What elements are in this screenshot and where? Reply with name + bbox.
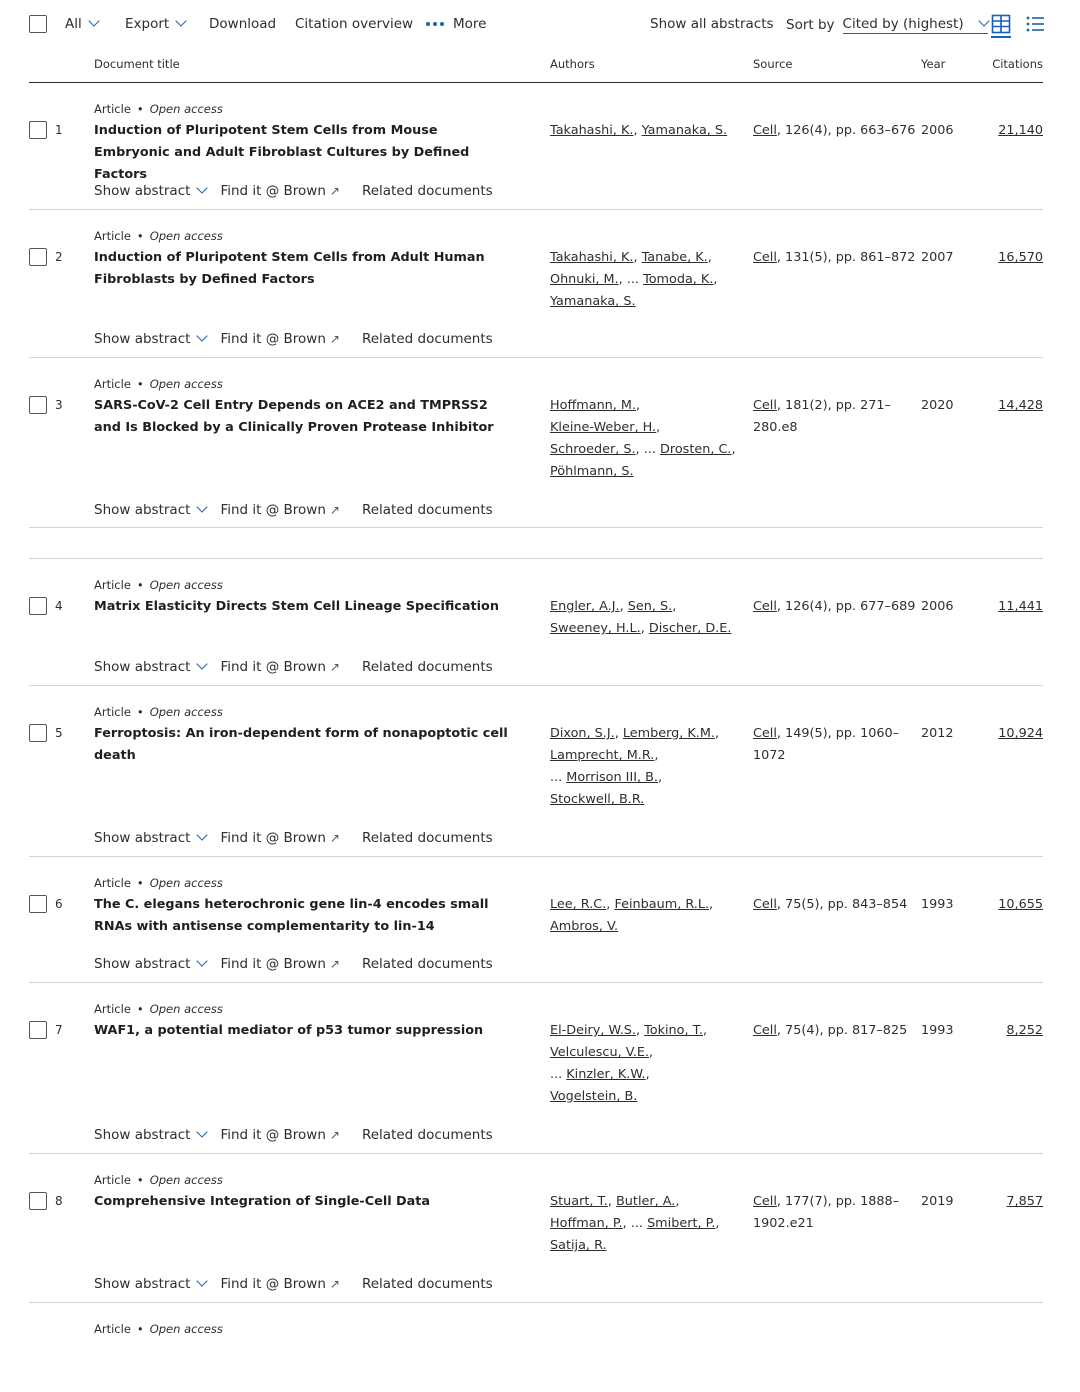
author-line: Velculescu, V.E.,: [550, 1045, 654, 1060]
source-details: , 149(5), pp. 1060–1072: [753, 726, 900, 763]
related-documents-label: Related documents: [361, 183, 493, 199]
source-journal-link[interactable]: Cell: [753, 897, 777, 912]
source-cell: [753, 395, 918, 439]
related-documents-link[interactable]: [362, 331, 493, 347]
meta-bullet: •: [136, 377, 144, 391]
external-link-icon: ↗: [329, 1277, 340, 1291]
document-type: Article: [94, 1173, 131, 1187]
related-documents-label: Related documents: [361, 830, 493, 846]
source-cell: [753, 723, 918, 767]
find-it-link[interactable]: [220, 1127, 340, 1143]
source-details: , 131(5), pp. 861–872: [776, 250, 916, 265]
result-number: 1: [55, 123, 63, 137]
find-it-label: Find it @ Brown: [220, 830, 326, 846]
sort-value: Cited by (highest): [842, 16, 964, 32]
year-cell: 2019: [921, 1194, 954, 1209]
citations-cell: [998, 120, 1043, 142]
chevron-down-icon: [197, 501, 208, 512]
author-link[interactable]: Lamprecht, M.R.: [550, 748, 655, 763]
author-link[interactable]: Sweeney, H.L.: [550, 621, 641, 636]
find-it-link[interactable]: [220, 1276, 340, 1292]
meta-bullet: •: [136, 1322, 144, 1336]
find-it-link[interactable]: [220, 331, 340, 347]
find-it-link[interactable]: [220, 659, 340, 675]
result-number: 6: [55, 897, 63, 911]
author-link[interactable]: Ambros, V.: [550, 919, 619, 934]
source-cell: [753, 247, 918, 269]
document-title-link[interactable]: Induction of Pluripotent Stem Cells from Mouse Embryonic and Adult Fibroblast Cultures by Defined Factors: [94, 123, 470, 182]
find-it-link[interactable]: [220, 502, 340, 518]
sort-by-label: Sort by: [786, 17, 835, 33]
document-title-link[interactable]: The C. elegans heterochronic gene lin-4 encodes small RNAs with antisense complementarity to lin-14: [94, 897, 489, 934]
column-header-authors[interactable]: Authors: [550, 57, 595, 71]
meta-bullet: •: [136, 102, 144, 116]
author-link[interactable]: Yamanaka, S.: [641, 123, 728, 138]
document-type: Article: [94, 876, 131, 890]
show-abstract-label: Show abstract: [94, 1276, 191, 1292]
find-it-label: Find it @ Brown: [220, 659, 326, 675]
author-link[interactable]: Stuart, T.: [550, 1194, 608, 1209]
open-access-badge: Open access: [149, 1322, 223, 1336]
document-type: Article: [94, 578, 131, 592]
author-line: Engler, A.J., Sen, S.,: [550, 599, 677, 614]
document-title-link[interactable]: WAF1, a potential mediator of p53 tumor suppression: [94, 1023, 484, 1038]
show-all-abstracts-button[interactable]: [650, 16, 774, 32]
citation-overview-button[interactable]: [295, 16, 413, 32]
related-documents-link[interactable]: [362, 956, 493, 972]
result-number: 8: [55, 1194, 63, 1208]
related-documents-label: Related documents: [361, 956, 493, 972]
citations-cell: [998, 247, 1043, 269]
author-ellipsis: ...: [550, 770, 567, 785]
author-link[interactable]: Schroeder, S.: [550, 442, 636, 457]
authors-cell: [550, 1020, 745, 1108]
author-line: ... Kinzler, K.W.,: [550, 1067, 650, 1082]
export-button[interactable]: [125, 16, 185, 32]
author-line: Schroeder, S., ... Drosten, C.,: [550, 442, 736, 457]
author-ellipsis: ...: [550, 1067, 567, 1082]
result-row: [29, 358, 1043, 528]
author-line: Dixon, S.J., Lemberg, K.M.,: [550, 726, 720, 741]
source-journal-link[interactable]: Cell: [753, 726, 777, 741]
result-number: 3: [55, 398, 63, 412]
source-journal-link[interactable]: Cell: [753, 123, 777, 138]
meta-bullet: •: [136, 1002, 144, 1016]
list-view-icon[interactable]: [1025, 14, 1045, 34]
source-cell: [753, 1191, 918, 1235]
chevron-down-icon: [197, 1126, 208, 1137]
citations-link[interactable]: 14,428: [998, 398, 1043, 413]
author-link[interactable]: Takahashi, K.: [550, 123, 634, 138]
meta-bullet: •: [136, 705, 144, 719]
related-documents-label: Related documents: [361, 1276, 493, 1292]
find-it-link[interactable]: [220, 956, 340, 972]
author-line: [550, 789, 745, 811]
chevron-down-icon: [197, 182, 208, 193]
author-link[interactable]: Discher, D.E.: [648, 621, 732, 636]
show-abstract-button[interactable]: [94, 1127, 206, 1143]
result-row: [29, 210, 1043, 358]
citations-link[interactable]: 7,857: [1006, 1194, 1043, 1209]
result-number: 2: [55, 250, 63, 264]
result-row: [29, 83, 1043, 210]
author-line: [550, 1086, 745, 1108]
citations-link[interactable]: 10,655: [998, 897, 1043, 912]
download-label: Download: [209, 16, 277, 32]
source-journal-link[interactable]: Cell: [753, 398, 777, 413]
year-cell: 2006: [921, 599, 954, 614]
open-access-badge: Open access: [149, 1002, 223, 1016]
result-checkbox[interactable]: [29, 724, 47, 742]
year-cell: 1993: [921, 1023, 954, 1038]
result-number: 4: [55, 599, 63, 613]
author-link[interactable]: Tokino, T.: [644, 1023, 704, 1038]
result-actions: [94, 659, 515, 675]
show-abstract-button[interactable]: [94, 1276, 206, 1292]
authors-cell: [550, 1191, 745, 1257]
source-journal-link[interactable]: Cell: [753, 1194, 777, 1209]
download-button[interactable]: [209, 16, 276, 32]
author-link[interactable]: Ohnuki, M.: [550, 272, 619, 287]
result-actions: [94, 331, 515, 347]
meta-bullet: •: [136, 578, 144, 592]
result-actions: [94, 956, 515, 972]
year-cell: 2012: [921, 726, 954, 741]
external-link-icon: ↗: [329, 831, 340, 845]
chevron-down-icon: [978, 15, 989, 26]
source-cell: [753, 1020, 918, 1042]
external-link-icon: ↗: [329, 332, 340, 346]
column-header-year[interactable]: Year: [921, 57, 946, 71]
author-link[interactable]: Smibert, P.: [647, 1216, 716, 1231]
meta-bullet: •: [136, 876, 144, 890]
show-abstract-label: Show abstract: [94, 183, 191, 199]
related-documents-label: Related documents: [361, 1127, 493, 1143]
document-title-link[interactable]: SARS-CoV-2 Cell Entry Depends on ACE2 and TMPRSS2 and Is Blocked by a Clinically Proven Protease Inhibitor: [94, 398, 494, 435]
document-type: Article: [94, 1322, 131, 1336]
author-ellipsis: ...: [630, 1216, 648, 1231]
sort-select[interactable]: [843, 16, 988, 34]
result-actions: [94, 502, 515, 518]
show-abstract-button[interactable]: [94, 183, 206, 199]
related-documents-label: Related documents: [361, 659, 493, 675]
citations-cell: [1006, 1020, 1043, 1042]
author-link[interactable]: Hoffmann, M.: [550, 398, 637, 413]
find-it-label: Find it @ Brown: [220, 183, 326, 199]
result-checkbox[interactable]: [29, 1021, 47, 1039]
result-row: [29, 559, 1043, 686]
author-line: Lamprecht, M.R.,: [550, 748, 659, 763]
author-line: Hoffman, P., ... Smibert, P.,: [550, 1216, 720, 1231]
show-abstract-button[interactable]: [94, 502, 206, 518]
grid-view-icon[interactable]: [991, 14, 1011, 38]
document-type: Article: [94, 377, 131, 391]
document-title-link[interactable]: Matrix Elasticity Directs Stem Cell Lineage Specification: [94, 599, 499, 614]
result-checkbox[interactable]: [29, 248, 47, 266]
author-line: Sweeney, H.L., Discher, D.E.: [550, 621, 732, 636]
result-meta: [94, 1322, 223, 1336]
external-link-icon: ↗: [329, 957, 340, 971]
column-header-source[interactable]: Source: [753, 57, 793, 71]
result-number: 7: [55, 1023, 63, 1037]
result-actions: [94, 1127, 515, 1143]
author-link[interactable]: Tanabe, K.: [641, 250, 708, 265]
chevron-down-icon: [197, 829, 208, 840]
result-meta: [94, 377, 223, 391]
author-link[interactable]: Dixon, S.J.: [550, 726, 615, 741]
author-line: Kleine-Weber, H.,: [550, 420, 661, 435]
author-line: [550, 916, 745, 938]
open-access-badge: Open access: [149, 102, 223, 116]
column-header-title[interactable]: Document title: [94, 57, 180, 71]
author-link[interactable]: Pöhlmann, S.: [550, 464, 634, 479]
citations-link[interactable]: 16,570: [998, 250, 1043, 265]
show-abstract-label: Show abstract: [94, 502, 191, 518]
results-table-header: [29, 50, 1043, 83]
citations-link[interactable]: 11,441: [998, 599, 1043, 614]
source-journal-link[interactable]: Cell: [753, 250, 777, 265]
document-title-link[interactable]: Comprehensive Integration of Single-Cell Data: [94, 1194, 431, 1209]
citations-link[interactable]: 10,924: [998, 726, 1043, 741]
author-link[interactable]: Morrison III, B.: [566, 770, 658, 785]
citations-link[interactable]: 21,140: [998, 123, 1043, 138]
author-line: ... Morrison III, B.,: [550, 770, 663, 785]
find-it-label: Find it @ Brown: [220, 956, 326, 972]
source-details: , 126(4), pp. 677–689: [776, 599, 916, 614]
select-all-label: All: [65, 16, 82, 32]
document-type: Article: [94, 229, 131, 243]
author-link[interactable]: Takahashi, K.: [550, 250, 634, 265]
meta-bullet: •: [136, 229, 144, 243]
select-all-checkbox[interactable]: [29, 15, 47, 33]
author-link[interactable]: Satija, R.: [550, 1238, 607, 1253]
show-abstract-label: Show abstract: [94, 956, 191, 972]
authors-cell: [550, 395, 745, 483]
show-abstract-label: Show abstract: [94, 1127, 191, 1143]
open-access-badge: Open access: [149, 1173, 223, 1187]
source-details: , 75(5), pp. 843–854: [776, 897, 908, 912]
document-type: Article: [94, 705, 131, 719]
select-all-dropdown[interactable]: [65, 16, 98, 32]
author-ellipsis: ...: [626, 272, 644, 287]
find-it-label: Find it @ Brown: [220, 331, 326, 347]
more-dots-icon: [426, 22, 444, 26]
result-actions: [94, 1276, 515, 1292]
author-line: Hoffmann, M.,: [550, 398, 641, 413]
more-label: More: [453, 16, 487, 32]
authors-cell: [550, 723, 745, 811]
author-link[interactable]: Drosten, C.: [659, 442, 732, 457]
author-link[interactable]: Vogelstein, B.: [550, 1089, 638, 1104]
source-details: , 181(2), pp. 271–280.e8: [753, 398, 891, 435]
result-meta: [94, 229, 223, 243]
source-details: , 177(7), pp. 1888–1902.e21: [753, 1194, 900, 1231]
result-meta: [94, 705, 223, 719]
citations-cell: [1006, 1191, 1043, 1213]
related-documents-link[interactable]: [362, 659, 493, 675]
author-link[interactable]: Lemberg, K.M.: [622, 726, 715, 741]
year-cell: 2020: [921, 398, 954, 413]
external-link-icon: ↗: [329, 184, 340, 198]
author-link[interactable]: El-Deiry, W.S.: [550, 1023, 636, 1038]
related-documents-link[interactable]: [362, 502, 493, 518]
find-it-link[interactable]: [220, 183, 340, 199]
result-meta: [94, 1173, 223, 1187]
author-link[interactable]: Sen, S.: [627, 599, 673, 614]
citations-cell: [998, 395, 1043, 417]
year-cell: 2007: [921, 250, 954, 265]
row-separator: [29, 528, 1043, 559]
source-journal-link[interactable]: Cell: [753, 1023, 777, 1038]
result-checkbox[interactable]: [29, 121, 47, 139]
find-it-label: Find it @ Brown: [220, 1276, 326, 1292]
source-cell: [753, 120, 918, 142]
authors-cell: [550, 596, 745, 640]
result-meta: [94, 102, 223, 116]
result-meta: [94, 876, 223, 890]
year-cell: 1993: [921, 897, 954, 912]
author-link[interactable]: Stockwell, B.R.: [550, 792, 645, 807]
chevron-down-icon: [197, 658, 208, 669]
meta-bullet: •: [136, 1173, 144, 1187]
related-documents-link[interactable]: [362, 1276, 493, 1292]
open-access-badge: Open access: [149, 705, 223, 719]
show-all-abstracts-label: Show all abstracts: [650, 16, 774, 32]
related-documents-link[interactable]: [362, 1127, 493, 1143]
author-line: Takahashi, K., Tanabe, K.,: [550, 250, 712, 265]
open-access-badge: Open access: [149, 377, 223, 391]
author-line: Takahashi, K., Yamanaka, S.: [550, 123, 728, 138]
author-link[interactable]: Engler, A.J.: [550, 599, 620, 614]
show-abstract-label: Show abstract: [94, 830, 191, 846]
result-number: 5: [55, 726, 63, 740]
export-label: Export: [125, 16, 170, 32]
chevron-down-icon: [197, 955, 208, 966]
author-line: El-Deiry, W.S., Tokino, T.,: [550, 1023, 708, 1038]
document-type: Article: [94, 1002, 131, 1016]
document-title-link[interactable]: Ferroptosis: An iron-dependent form of nonapoptotic cell death: [94, 726, 508, 763]
related-documents-link[interactable]: [362, 183, 493, 199]
result-row: [29, 857, 1043, 983]
result-row: [29, 686, 1043, 857]
author-link[interactable]: Feinbaum, R.L.: [614, 897, 710, 912]
more-button[interactable]: [426, 16, 486, 32]
chevron-down-icon: [197, 330, 208, 341]
citations-cell: [998, 723, 1043, 745]
citations-link[interactable]: 8,252: [1006, 1023, 1043, 1038]
author-link[interactable]: Velculescu, V.E.: [550, 1045, 650, 1060]
show-abstract-label: Show abstract: [94, 659, 191, 675]
show-abstract-label: Show abstract: [94, 331, 191, 347]
result-row: [29, 1154, 1043, 1303]
source-details: , 75(4), pp. 817–825: [776, 1023, 908, 1038]
authors-cell: [550, 894, 745, 938]
result-actions: [94, 183, 515, 199]
show-abstract-button[interactable]: [94, 956, 206, 972]
open-access-badge: Open access: [149, 229, 223, 243]
open-access-badge: Open access: [149, 578, 223, 592]
author-link[interactable]: Lee, R.C.: [550, 897, 607, 912]
show-abstract-button[interactable]: [94, 830, 206, 846]
source-details: , 126(4), pp. 663–676: [776, 123, 916, 138]
result-checkbox[interactable]: [29, 1192, 47, 1210]
citations-cell: [998, 596, 1043, 618]
show-abstract-button[interactable]: [94, 331, 206, 347]
author-link[interactable]: Tomoda, K.: [643, 272, 714, 287]
author-ellipsis: ...: [643, 442, 660, 457]
find-it-label: Find it @ Brown: [220, 1127, 326, 1143]
chevron-down-icon: [88, 15, 99, 26]
result-checkbox[interactable]: [29, 597, 47, 615]
result-actions: [94, 830, 515, 846]
authors-cell: [550, 247, 745, 313]
author-link[interactable]: Kleine-Weber, H.: [550, 420, 657, 435]
results-toolbar: [0, 0, 1080, 50]
result-checkbox[interactable]: [29, 396, 47, 414]
related-documents-link[interactable]: [362, 830, 493, 846]
author-line: Stuart, T., Butler, A.,: [550, 1194, 680, 1209]
show-abstract-button[interactable]: [94, 659, 206, 675]
author-line: [550, 461, 745, 483]
author-link[interactable]: Kinzler, K.W.: [566, 1067, 646, 1082]
external-link-icon: ↗: [329, 503, 340, 517]
related-documents-label: Related documents: [361, 502, 493, 518]
external-link-icon: ↗: [329, 660, 340, 674]
related-documents-label: Related documents: [361, 331, 493, 347]
year-cell: 2006: [921, 123, 954, 138]
chevron-down-icon: [176, 15, 187, 26]
document-title-link[interactable]: Induction of Pluripotent Stem Cells from Adult Human Fibroblasts by Defined Factors: [94, 250, 485, 287]
author-line: [550, 291, 745, 313]
column-header-citations[interactable]: Citations: [992, 57, 1043, 71]
result-meta: [94, 578, 223, 592]
author-line: Lee, R.C., Feinbaum, R.L.,: [550, 897, 714, 912]
source-journal-link[interactable]: Cell: [753, 599, 777, 614]
find-it-link[interactable]: [220, 830, 340, 846]
author-link[interactable]: Hoffman, P.: [550, 1216, 623, 1231]
open-access-badge: Open access: [149, 876, 223, 890]
citation-overview-label: Citation overview: [295, 16, 414, 32]
author-line: Ohnuki, M., ... Tomoda, K.,: [550, 272, 718, 287]
author-link[interactable]: Yamanaka, S.: [550, 294, 636, 309]
author-line: [550, 1235, 745, 1257]
source-cell: [753, 894, 918, 916]
source-cell: [753, 596, 918, 618]
author-link[interactable]: Butler, A.: [616, 1194, 676, 1209]
result-meta: [94, 1002, 223, 1016]
citations-cell: [998, 894, 1043, 916]
chevron-down-icon: [197, 1275, 208, 1286]
find-it-label: Find it @ Brown: [220, 502, 326, 518]
sort-control: [786, 16, 988, 34]
result-row: [29, 983, 1043, 1154]
authors-cell: [550, 120, 745, 142]
external-link-icon: ↗: [329, 1128, 340, 1142]
document-type: Article: [94, 102, 131, 116]
result-checkbox[interactable]: [29, 895, 47, 913]
